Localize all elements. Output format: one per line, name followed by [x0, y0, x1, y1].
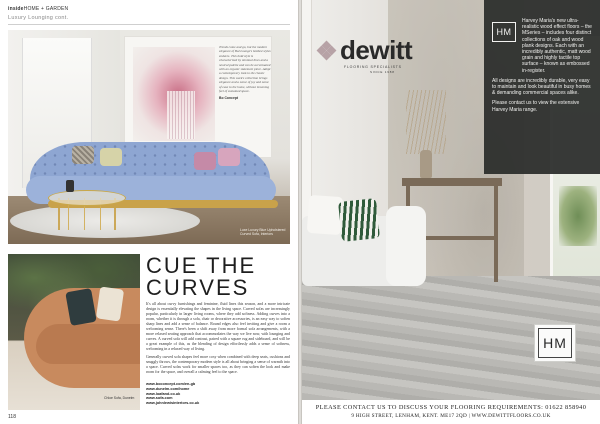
article-body — [146, 302, 290, 378]
right-page-dewitt-ad — [302, 0, 600, 424]
panel-paragraph-2: All designs are incredibly durable, very easy to maintain and look beautiful in busy homes & demanding commercial spaces alike. — [492, 77, 591, 97]
white-pillow — [307, 195, 344, 235]
running-head-section: HOME + GARDEN — [23, 6, 69, 12]
header-rule — [8, 24, 290, 25]
link-johnlewis[interactable]: www.johnlewisinteriors.co.uk — [146, 401, 200, 406]
cushion — [218, 148, 240, 166]
art-frame — [124, 36, 272, 158]
hero-photo-curved-blue-sofa — [8, 30, 290, 244]
dewitt-logo — [318, 36, 418, 72]
section-tag: Luxury Lounging cont. — [8, 15, 69, 21]
logo-wordmark: dewitt — [340, 35, 413, 65]
art-caption-brand: Bo Concept — [219, 96, 239, 101]
abstract-artwork — [133, 47, 215, 141]
coffee-table-top — [48, 190, 126, 206]
cushion — [72, 146, 94, 164]
photo-terracotta-sofa — [8, 254, 140, 410]
ad-footer — [302, 400, 600, 424]
panel-paragraph-1: Harvey Maria's new ultra-realistic wood effect floors – the MSeries – includes four distinct collections of oak and wood plank designs. Each with an incredibly authentic, matt wood grain and highly tactile top surface – known as embossed in-register. — [522, 18, 592, 74]
hero-caption: Luxe Luxury Blue Upholstered Curved Sofa, Interiors — [240, 228, 286, 237]
footer-contact-line: PLEASE CONTACT US TO DISCUSS YOUR FLOORING REQUIREMENTS: 01622 858940 — [315, 404, 587, 411]
hm-logo-large-text: HM — [538, 328, 572, 358]
left-window — [302, 0, 312, 220]
link-boconcept[interactable]: www.boconcept.com/en-gb — [146, 382, 196, 386]
logo-since: SINCE 1988 — [370, 70, 395, 74]
link-sofa[interactable]: www.sofa.com — [146, 396, 173, 401]
logo-tagline: FLOORING SPECIALISTS — [344, 65, 402, 69]
green-striped-pillow — [338, 198, 380, 242]
terracotta-sofa-seat — [36, 324, 140, 364]
diamond-logo-icon — [318, 42, 336, 60]
hm-logo-large — [534, 324, 576, 362]
vase — [66, 180, 74, 192]
source-links — [146, 382, 290, 406]
photo2-caption: Chloe Sofa, Dunelm — [104, 396, 135, 400]
dried-grass-arrangement — [406, 90, 446, 154]
console-table-top — [402, 178, 502, 186]
garden-greenery — [559, 186, 597, 246]
headline — [146, 255, 292, 299]
art-caption — [219, 45, 271, 101]
footer-address-line: 9 HIGH STREET, LENHAM, KENT. ME17 2QD | WWW.DEWITTFLOORS.CO.UK — [351, 413, 551, 419]
hm-logo-small: HM — [492, 22, 516, 42]
page-number: 118 — [8, 414, 16, 420]
left-page — [0, 0, 298, 424]
dark-pillow — [65, 288, 97, 326]
body-paragraph: It's all about curvy furnishings and feminine, fluid lines this season, and a more intricate design is essentially elevating the shapes in the living space. Curved sofas are increasingly popular, particularly in larger living rooms, where they add softness. Adding curves into a room, whether it is through a sofa, chair or decorative accessories, is an easy way to soften sharp lines and add a sense of balance. Round edges also feel inviting and give a room a welcoming sense. There's been a shift away from more formal sofa arrangements, with a more relaxed seating approach that accommodates the way we live now, with lounging and curves. A curved sofa will add contrast, paired with a square rug and sideboard, and will be a great example of this, as the blending of design effortlessly adds a sense of softness, welcoming in a relaxed way of living. — [146, 302, 290, 351]
link-dunelm[interactable]: www.dunelm.com/home — [146, 386, 190, 391]
ceramic-vase — [420, 150, 432, 178]
panel-paragraph-3: Please contact us to view the extensive Harvey Maria range. — [492, 100, 580, 113]
cream-pillow — [96, 286, 124, 321]
headline-line-2: CURVES — [146, 275, 250, 300]
cushion — [100, 148, 122, 166]
art-caption-text: Trends come and go, but the modern elegance of Bal Lounge's boldest styles endures. This bold style is characterised by minimal lines and a neutral palette and can be accentuated with an organic statement piece. Adopt a contemporary look to the classic design. This week's collection brings elegance and a sense of joy and sense of ease to the home, without lessening feel of sustained space. — [219, 45, 271, 94]
running-head — [8, 6, 68, 12]
headline-line-1: CUE THE — [146, 253, 257, 278]
running-head-brand: inside — [8, 6, 24, 12]
link-loafand[interactable]: www.loafand.co.uk — [146, 391, 181, 396]
cushion — [194, 152, 216, 170]
white-sofa-arm — [386, 206, 426, 286]
product-info-panel — [484, 0, 600, 174]
body-paragraph: Generally curved sofa shapes feel more cosy when combined with deep seats, cushions and snuggly throws, the contemporary modern style is all about bringing a sense of warmth into a space. Curved sofas work for smaller spaces too, as they can soften the look and make room for the space, and overall a calming feel to the space. — [146, 355, 290, 374]
